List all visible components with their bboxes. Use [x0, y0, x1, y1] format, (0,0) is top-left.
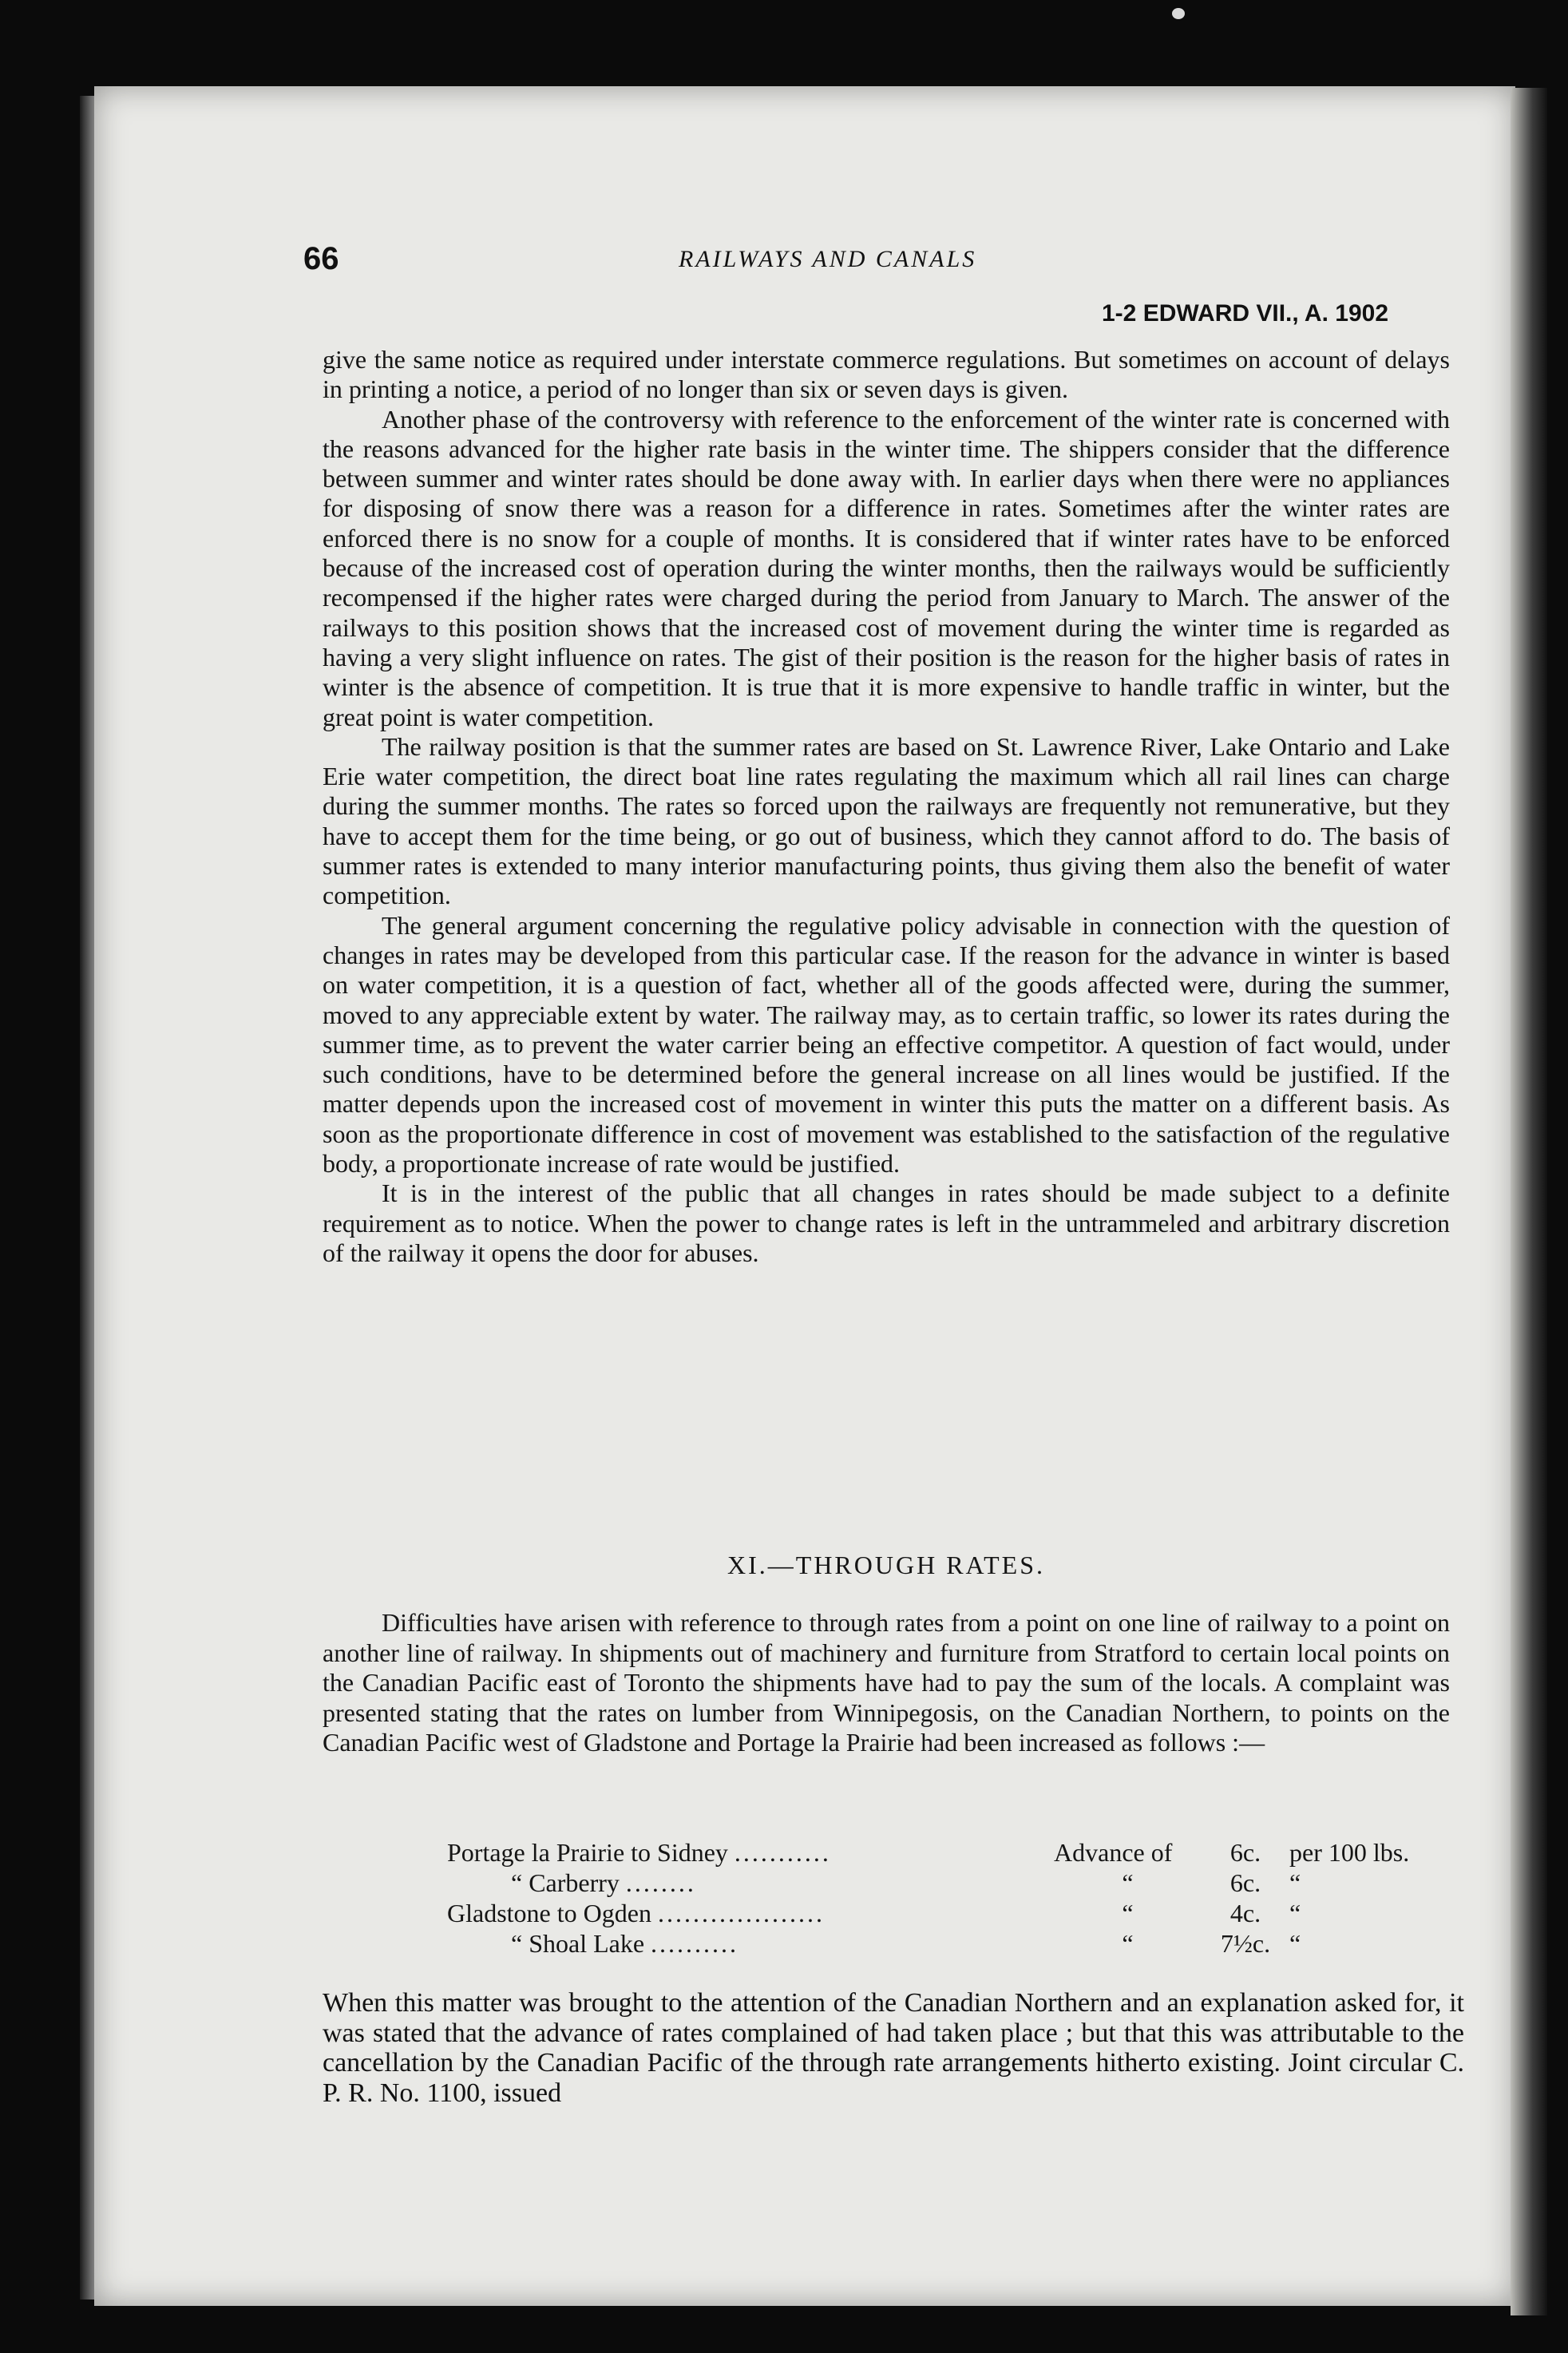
session-line: 1-2 EDWARD VII., A. 1902	[1102, 300, 1389, 327]
rate-unit: “	[1289, 1929, 1301, 1958]
rate-place: “ Carberry ........	[511, 1868, 696, 1897]
scan-speck	[1172, 8, 1185, 19]
rate-amount: 6c.	[1229, 1868, 1261, 1897]
table-row	[447, 1899, 1409, 1929]
rate-advance: “	[1122, 1868, 1134, 1897]
rate-amount: 7½c.	[1220, 1929, 1271, 1958]
paragraph: The railway position is that the summer rates are based on St. Lawrence River, Lake Ontario and Lake Erie water competition, the direct boat line rates regulating the maximum which all rail lines can charge during the summer months. The rates so forced upon the railways are frequently not remunerative, but they have to accept them for the time being, or go out of business, which they cannot afford to do. The basis of summer rates is extended to many interior manufacturing points, thus giving them also the benefit of water competition.	[323, 731, 1450, 910]
table-row	[447, 1838, 1409, 1868]
paragraph: Another phase of the controversy with reference to the enforcement of the winter rate is concerned with the reasons advanced for the higher rate basis in the winter time. The shippers consider that the difference between summer and winter rates should be done away with. In earlier days when there were no appliances for disposing of snow there was a reason for a difference in rates. Sometimes after the winter rates are enforced there is no snow for a couple of months. It is considered that if winter rates have to be enforced because of the increased cost of operation during the winter months, then the railways would be sufficiently recompensed if the higher rates were charged during the period from January to March. The answer of the railways to this position shows that the increased cost of movement during the winter time is regarded as having a very slight influence on rates. The gist of their position is the reason for the higher basis of rates in winter is the absence of competition. It is true that it is more expensive to handle traffic in winter, but the great point is water competition.	[323, 404, 1450, 731]
paragraph: give the same notice as required under interstate commerce regulations. But sometimes on account of delays in printing a notice, a period of no longer than six or seven days is given.	[323, 345, 1450, 404]
paragraph: It is in the interest of the public that all changes in rates should be made subject to a definite requirement as to notice. When the power to change rates is left in the untrammeled and arbitrary discretion of the railway it opens the door for abuses.	[323, 1178, 1450, 1267]
table-row	[447, 1929, 1409, 1959]
rate-amount: 4c.	[1229, 1899, 1261, 1927]
page-right-edge	[1511, 88, 1547, 2315]
paragraph: When this matter was brought to the attention of the Canadian Northern and an explanation asked for, it was stated that the advance of rates complained of had taken place ; but that this was attributable to the cancellation by the Canadian Pacific of the through rate arrangements hitherto existing. Joint circular C. P. R. No. 1100, issued	[323, 1988, 1464, 2108]
rates-table	[447, 1838, 1409, 1959]
section-intro-text	[323, 1608, 1450, 1758]
rate-place: “ Shoal Lake ..........	[511, 1929, 739, 1958]
rate-unit: “	[1289, 1868, 1301, 1897]
rate-place: Portage la Prairie to Sidney ...........	[447, 1838, 831, 1867]
rate-advance: “	[1122, 1899, 1134, 1927]
rate-place: Gladstone to Ogden ...................	[447, 1899, 825, 1927]
rate-amount: 6c.	[1229, 1838, 1261, 1867]
running-head: RAILWAYS AND CANALS	[679, 246, 977, 272]
rate-unit: per 100 lbs.	[1289, 1838, 1410, 1867]
closing-text	[323, 1988, 1464, 2108]
page-number: 66	[303, 241, 339, 276]
paragraph: The general argument concerning the regulative policy advisable in connection with the question of changes in rates may be developed from this particular case. If the reason for the advance in winter is based on water competition, it is a question of fact, whether all of the goods affected were, during the summer, moved to any appreciable extent by water. The railway may, as to certain traffic, so lower its rates during the summer time, as to prevent the water carrier being an effective competitor. A question of fact would, under such conditions, have to be determined before the general increase on all lines would be justified. If the matter depends upon the increased cost of movement in winter this puts the matter on a different basis. As soon as the proportionate difference in cost of movement was established to the satisfaction of the regulative body, a proportionate increase of rate would be justified.	[323, 910, 1450, 1178]
paragraph: Difficulties have arisen with reference to through rates from a point on one line of railway to a point on another line of railway. In shipments out of machinery and furniture from Stratford to certain local points on the Canadian Pacific east of Toronto the shipments have had to pay the sum of the locals. A complaint was presented stating that the rates on lumber from Winnipegosis, on the Canadian Northern, to points on the Canadian Pacific west of Gladstone and Portage la Prairie had been increased as follows :—	[323, 1608, 1450, 1757]
table-row	[447, 1868, 1409, 1899]
rate-unit: “	[1289, 1899, 1301, 1927]
page-header	[303, 241, 1453, 283]
section-heading: XI.—THROUGH RATES.	[727, 1551, 1045, 1579]
rate-advance: Advance of	[1054, 1838, 1173, 1867]
rate-advance: “	[1122, 1929, 1134, 1958]
body-text	[323, 345, 1450, 1268]
